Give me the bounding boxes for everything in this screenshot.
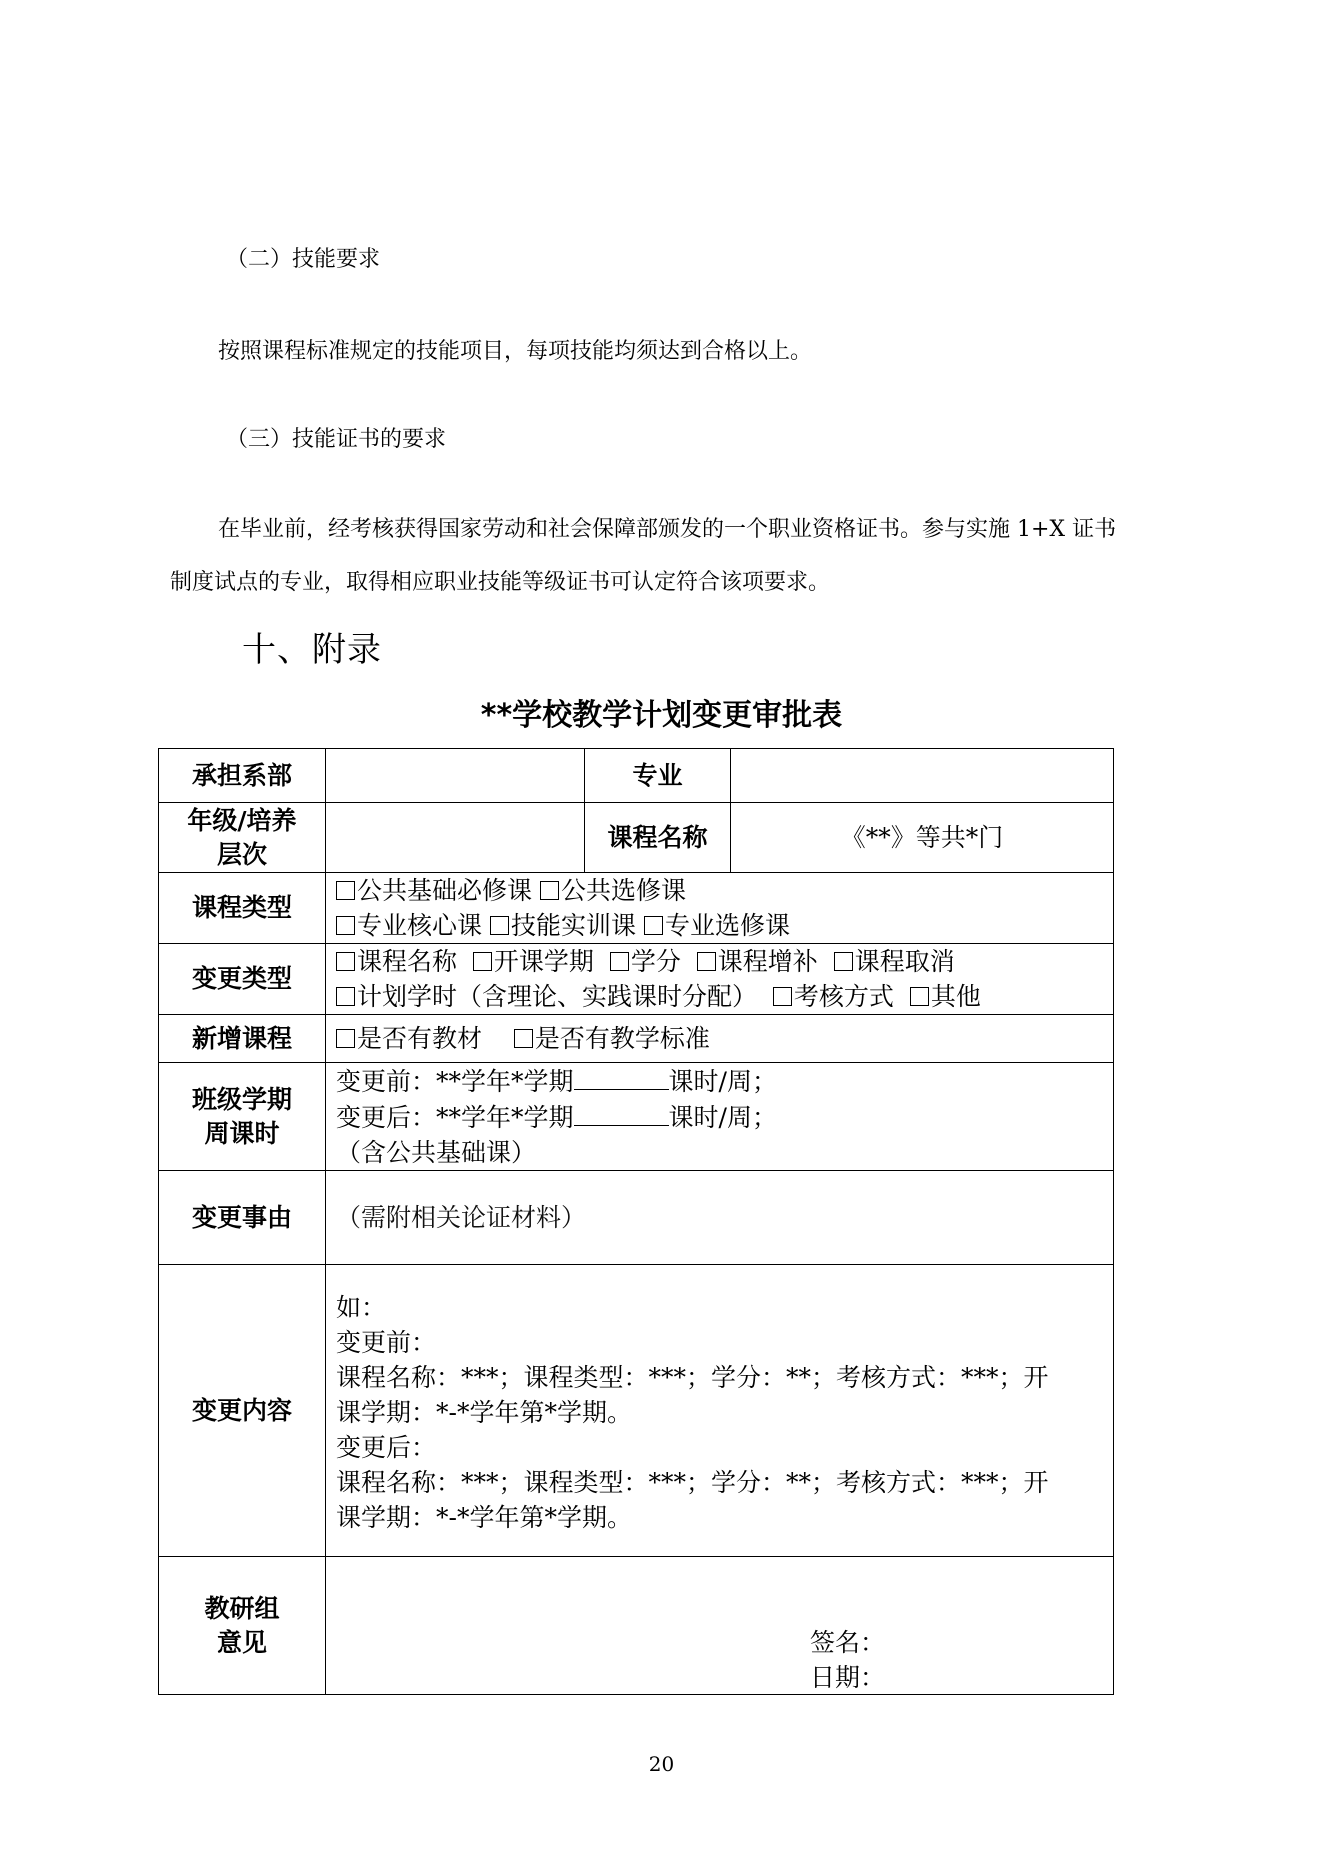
option-label: 是否有教材 — [357, 1024, 483, 1053]
course-type-label: 课程类型 — [159, 873, 326, 944]
option-label: 课程名称 — [357, 947, 458, 976]
option-assessment[interactable] — [773, 982, 894, 1011]
option-label: 课程取消 — [854, 947, 955, 976]
option-public-elective[interactable] — [540, 876, 686, 905]
option-label: 课程增补 — [717, 947, 818, 976]
major-label: 专业 — [585, 749, 731, 803]
weekly-hours-label-line2: 周课时 — [204, 1118, 280, 1148]
course-type-line1 — [336, 873, 1103, 908]
content-field[interactable] — [326, 1265, 1114, 1557]
content-line: 课程名称：***；课程类型：***；学分：**；考核方式：***；开 — [336, 1468, 1049, 1497]
checkbox-icon — [644, 916, 663, 935]
option-skill-training[interactable] — [490, 911, 636, 940]
hours-suffix: 课时/周； — [668, 1103, 777, 1132]
checkbox-icon — [514, 1029, 533, 1048]
option-has-textbook[interactable] — [336, 1024, 482, 1053]
row-change-type — [159, 944, 1114, 1015]
chapter-heading-appendix: 十、附录 — [242, 630, 382, 670]
weekly-before-line — [336, 1063, 1103, 1099]
content-line: 如： — [336, 1293, 387, 1322]
change-type-line1 — [336, 944, 1103, 979]
option-label: 公共基础必修课 — [357, 876, 533, 905]
checkbox-icon — [540, 881, 559, 900]
opinion-label-line2: 意见 — [216, 1627, 267, 1657]
hours-suffix: 课时/周； — [668, 1067, 777, 1096]
opinion-label — [159, 1557, 326, 1695]
checkbox-icon — [697, 952, 716, 971]
grade-label-line1: 年级/培养 — [187, 805, 297, 835]
reason-note: （需附相关论证材料） — [336, 1203, 587, 1232]
after-prefix: 变更后：**学年*学期 — [336, 1103, 574, 1132]
row-dept-major — [159, 749, 1114, 803]
content-label: 变更内容 — [159, 1265, 326, 1557]
content-line: 课学期：*-*学年第*学期。 — [336, 1398, 632, 1427]
opinion-field[interactable] — [326, 1557, 1114, 1695]
option-label: 其他 — [930, 982, 981, 1011]
weekly-note: （含公共基础课） — [336, 1138, 537, 1167]
dept-label: 承担系部 — [159, 749, 326, 803]
checkbox-icon — [336, 952, 355, 971]
change-type-line2 — [336, 979, 1103, 1014]
change-type-options — [326, 944, 1114, 1015]
dept-field[interactable] — [326, 749, 585, 803]
page-number: 20 — [648, 1752, 675, 1776]
option-label: 是否有教学标准 — [534, 1024, 710, 1053]
reason-field[interactable] — [326, 1171, 1114, 1265]
section-body-skill-requirements: 按照课程标准规定的技能项目，每项技能均须达到合格以上。 — [218, 339, 813, 364]
row-course-type — [159, 873, 1114, 944]
option-label: 学分 — [630, 947, 681, 976]
option-planned-hours[interactable] — [336, 982, 757, 1011]
content-line: 变更前： — [336, 1328, 437, 1357]
section-body-certificate-line1: 在毕业前，经考核获得国家劳动和社会保障部颁发的一个职业资格证书。参与实施 1+X 证书 — [218, 517, 1117, 542]
new-course-label: 新增课程 — [159, 1015, 326, 1063]
before-hours-blank[interactable] — [574, 1063, 669, 1090]
checkbox-icon — [336, 881, 355, 900]
option-semester[interactable] — [473, 947, 594, 976]
row-change-content — [159, 1265, 1114, 1557]
checkbox-icon — [490, 916, 509, 935]
weekly-hours-label — [159, 1063, 326, 1171]
major-field[interactable] — [731, 749, 1114, 803]
form-title: **学校教学计划变更审批表 — [480, 698, 843, 733]
weekly-after-line — [336, 1099, 1103, 1135]
weekly-hours-label-line1: 班级学期 — [191, 1084, 292, 1114]
row-grade-course — [159, 803, 1114, 873]
course-type-options — [326, 873, 1114, 944]
grade-label — [159, 803, 326, 873]
section-body-certificate-line2: 制度试点的专业，取得相应职业技能等级证书可认定符合该项要求。 — [170, 570, 831, 595]
new-course-options — [326, 1015, 1114, 1063]
section-heading-skill-requirements: （二）技能要求 — [226, 247, 381, 272]
option-label: 开课学期 — [493, 947, 594, 976]
course-name-label: 课程名称 — [585, 803, 731, 873]
content-line: 变更后： — [336, 1433, 437, 1462]
opinion-label-line1: 教研组 — [204, 1593, 280, 1623]
row-reason — [159, 1171, 1114, 1265]
option-add-course[interactable] — [697, 947, 818, 976]
course-name-value[interactable]: 《**》等共*门 — [731, 803, 1114, 873]
grade-label-line2: 层次 — [216, 839, 267, 869]
option-credit[interactable] — [610, 947, 681, 976]
option-major-elective[interactable] — [644, 911, 790, 940]
content-line: 课程名称：***；课程类型：***；学分：**；考核方式：***；开 — [336, 1363, 1049, 1392]
change-approval-form — [158, 748, 1114, 1695]
change-type-label: 变更类型 — [159, 944, 326, 1015]
after-hours-blank[interactable] — [574, 1099, 669, 1126]
option-label: 考核方式 — [793, 982, 894, 1011]
signature-label: 签名： — [810, 1628, 886, 1657]
row-opinion — [159, 1557, 1114, 1695]
checkbox-icon — [834, 952, 853, 971]
option-has-standard[interactable] — [514, 1024, 710, 1053]
row-weekly-hours — [159, 1063, 1114, 1171]
row-new-course — [159, 1015, 1114, 1063]
option-label: 专业核心课 — [357, 911, 483, 940]
option-label: 计划学时（含理论、实践课时分配） — [357, 982, 758, 1011]
course-type-line2 — [336, 908, 1103, 943]
checkbox-icon — [610, 952, 629, 971]
option-label: 专业选修课 — [664, 911, 790, 940]
checkbox-icon — [336, 916, 355, 935]
section-heading-certificate: （三）技能证书的要求 — [226, 427, 447, 452]
grade-field[interactable] — [326, 803, 585, 873]
before-prefix: 变更前：**学年*学期 — [336, 1067, 574, 1096]
content-line: 课学期：*-*学年第*学期。 — [336, 1503, 632, 1532]
option-major-core[interactable] — [336, 911, 482, 940]
option-course-name[interactable] — [336, 947, 457, 976]
checkbox-icon — [336, 1029, 355, 1048]
option-label: 技能实训课 — [510, 911, 636, 940]
option-label: 公共选修课 — [560, 876, 686, 905]
checkbox-icon — [336, 987, 355, 1006]
option-cancel-course[interactable] — [834, 947, 955, 976]
weekly-hours-field — [326, 1063, 1114, 1171]
checkbox-icon — [910, 987, 929, 1006]
date-label: 日期： — [810, 1663, 886, 1692]
checkbox-icon — [473, 952, 492, 971]
checkbox-icon — [773, 987, 792, 1006]
reason-label: 变更事由 — [159, 1171, 326, 1265]
option-other[interactable] — [910, 982, 981, 1011]
option-public-required[interactable] — [336, 876, 532, 905]
